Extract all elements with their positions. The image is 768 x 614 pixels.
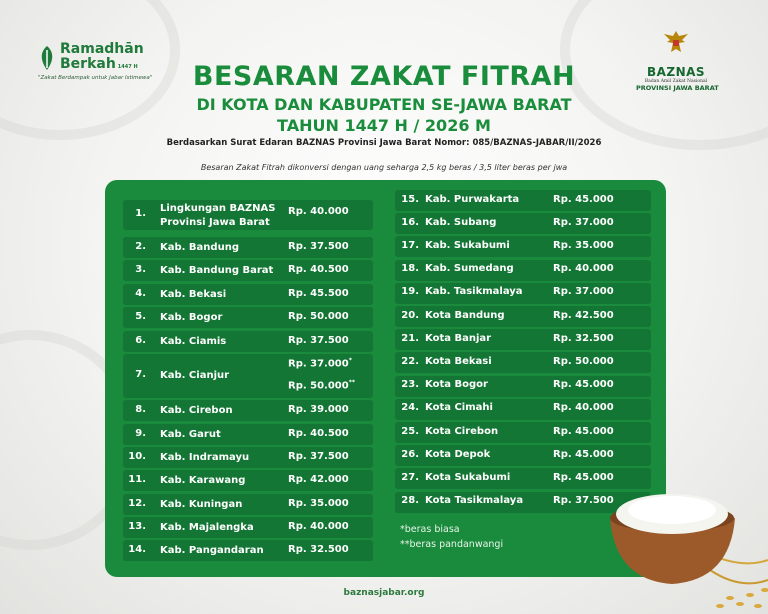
row-number: 26. — [401, 448, 419, 460]
region-name: Kab. Sumedang — [425, 263, 514, 275]
region-name: Kab. Purwakarta — [425, 193, 520, 205]
region-name: Kab. Kuningan — [160, 498, 243, 510]
price-value: Rp. 45.000 — [553, 448, 614, 460]
row-number: 20. — [401, 309, 419, 321]
price-value: Rp. 50.000 — [288, 310, 349, 322]
baznas-province: PROVINSI JAWA BARAT — [636, 84, 719, 92]
row-number: 1. — [135, 208, 146, 219]
price-value: Rp. 32.500 — [288, 543, 349, 555]
region-name: Kab. Bandung Barat — [160, 264, 274, 276]
region-name: Kota Cimahi — [425, 402, 493, 414]
price-value: Rp. 45.000 — [553, 471, 614, 483]
price-value: Rp. 35.000 — [288, 497, 349, 509]
price-text: Rp. 37.000 — [288, 358, 349, 370]
price-value: Rp. 40.000 — [288, 520, 349, 532]
row-number: 15. — [401, 193, 419, 205]
region-name: Kab. Cirebon — [160, 404, 233, 416]
row-number: 4. — [135, 287, 146, 299]
price-value: Rp. 35.000 — [553, 239, 614, 251]
region-name: Kab. Bogor — [160, 311, 223, 323]
region-name: Kota Depok — [425, 448, 491, 460]
price-value: Rp. 40.500 — [288, 427, 349, 439]
region-name: Kab. Bekasi — [160, 288, 227, 300]
row-number: 17. — [401, 239, 419, 251]
row-number: 16. — [401, 216, 419, 228]
region-name: Kota Tasikmalaya — [425, 495, 524, 507]
row-number: 3. — [135, 263, 146, 275]
region-name: Kab. Tasikmalaya — [425, 286, 523, 298]
price-value — [288, 357, 352, 369]
row-number: 11. — [128, 473, 146, 485]
price-value: Rp. 40.500 — [288, 263, 349, 275]
price-legend — [400, 522, 503, 552]
price-value: Rp. 32.500 — [553, 332, 614, 344]
row-number: 9. — [135, 427, 146, 439]
price-value: Rp. 37.500 — [288, 334, 349, 346]
region-name: Kab. Pangandaran — [160, 544, 264, 556]
legend-pandanwangi-rice: **beras pandanwangi — [400, 539, 504, 550]
price-value: Rp. 45.000 — [553, 193, 614, 205]
row-number: 12. — [128, 497, 146, 509]
row-number: 24. — [401, 402, 419, 414]
price-value: Rp. 40.000 — [288, 206, 349, 217]
price-value: Rp. 42.000 — [288, 473, 349, 485]
row-number: 19. — [401, 286, 419, 298]
row-number: 23. — [401, 379, 419, 391]
price-value — [288, 379, 355, 391]
row-number: 14. — [128, 543, 146, 555]
row-number: 10. — [128, 450, 146, 462]
region-name: Kab. Karawang — [160, 474, 246, 486]
price-value: Rp. 45.500 — [288, 287, 349, 299]
region-name: Kab. Cianjur — [160, 370, 230, 381]
price-value: Rp. 40.000 — [553, 263, 614, 275]
price-value: Rp. 37.500 — [288, 240, 349, 252]
footnote-mark: * — [348, 357, 352, 364]
row-number: 28. — [401, 495, 419, 507]
baznas-subtitle: Badan Amil Zakat Nasional — [644, 79, 708, 84]
price-value: Rp. 42.500 — [553, 309, 614, 321]
price-value: Rp. 37.500 — [553, 495, 614, 507]
row-number: 6. — [135, 334, 146, 346]
price-text: Rp. 50.000 — [288, 380, 349, 392]
logo-tagline: "Zakat Berdampak untuk Jabar Istimewa" — [38, 75, 153, 81]
region-name: Kota Cirebon — [425, 425, 499, 437]
region-name: Kab. Ciamis — [160, 335, 227, 347]
price-value: Rp. 40.000 — [553, 402, 614, 414]
row-number: 7. — [135, 369, 146, 380]
price-value: Rp. 37.000 — [553, 216, 614, 228]
price-value: Rp. 45.000 — [553, 425, 614, 437]
footnote-mark: ** — [348, 379, 356, 386]
region-name: Kab. Garut — [160, 428, 221, 440]
region-name: Lingkungan BAZNAS Provinsi Jawa Barat — [160, 203, 276, 228]
reference-text: Berdasarkan Surat Edaran BAZNAS Provinsi Jawa Barat Nomor: 085/BAZNAS-JABAR/II/2026 — [166, 138, 602, 148]
row-number: 22. — [401, 355, 419, 367]
baznas-name: BAZNAS — [646, 65, 706, 79]
row-number: 2. — [135, 240, 146, 252]
row-number: 21. — [401, 332, 419, 344]
region-name: Kab. Majalengka — [160, 521, 254, 533]
region-name: Kab. Subang — [425, 216, 497, 228]
region-name: Kota Bekasi — [425, 355, 492, 367]
garuda-emblem-icon — [661, 28, 691, 58]
logo-title: Ramadhān Berkah 1447 H — [60, 41, 144, 72]
page-subtitle: DI KOTA DAN KABUPATEN SE-JAWA BARAT — [196, 95, 572, 114]
price-value: Rp. 45.000 — [553, 379, 614, 391]
region-name: Kab. Sukabumi — [425, 239, 510, 251]
footer-website[interactable]: baznasjabar.org — [343, 588, 425, 598]
region-name: Kab. Bandung — [160, 241, 239, 253]
row-number: 13. — [128, 520, 146, 532]
price-value: Rp. 39.000 — [288, 403, 349, 415]
row-number: 18. — [401, 263, 419, 275]
price-value: Rp. 37.500 — [288, 450, 349, 462]
row-number: 27. — [401, 471, 419, 483]
region-name: Kota Banjar — [425, 332, 492, 344]
region-name: Kota Bogor — [425, 379, 488, 391]
region-name: Kota Bandung — [425, 309, 505, 321]
row-number: 5. — [135, 310, 146, 322]
page-year: TAHUN 1447 H / 2026 M — [277, 116, 491, 135]
row-number: 25. — [401, 425, 419, 437]
price-value: Rp. 50.000 — [553, 355, 614, 367]
page-title: BESARAN ZAKAT FITRAH — [192, 61, 576, 92]
region-name: Kota Sukabumi — [425, 471, 511, 483]
row-number: 8. — [135, 403, 146, 415]
price-value: Rp. 37.000 — [553, 286, 614, 298]
legend-regular-rice: *beras biasa — [400, 524, 460, 535]
region-name: Kab. Indramayu — [160, 451, 250, 463]
conversion-note: Besaran Zakat Fitrah dikonversi dengan uang seharga 2,5 kg beras / 3,5 liter beras per jwa — [200, 163, 568, 172]
